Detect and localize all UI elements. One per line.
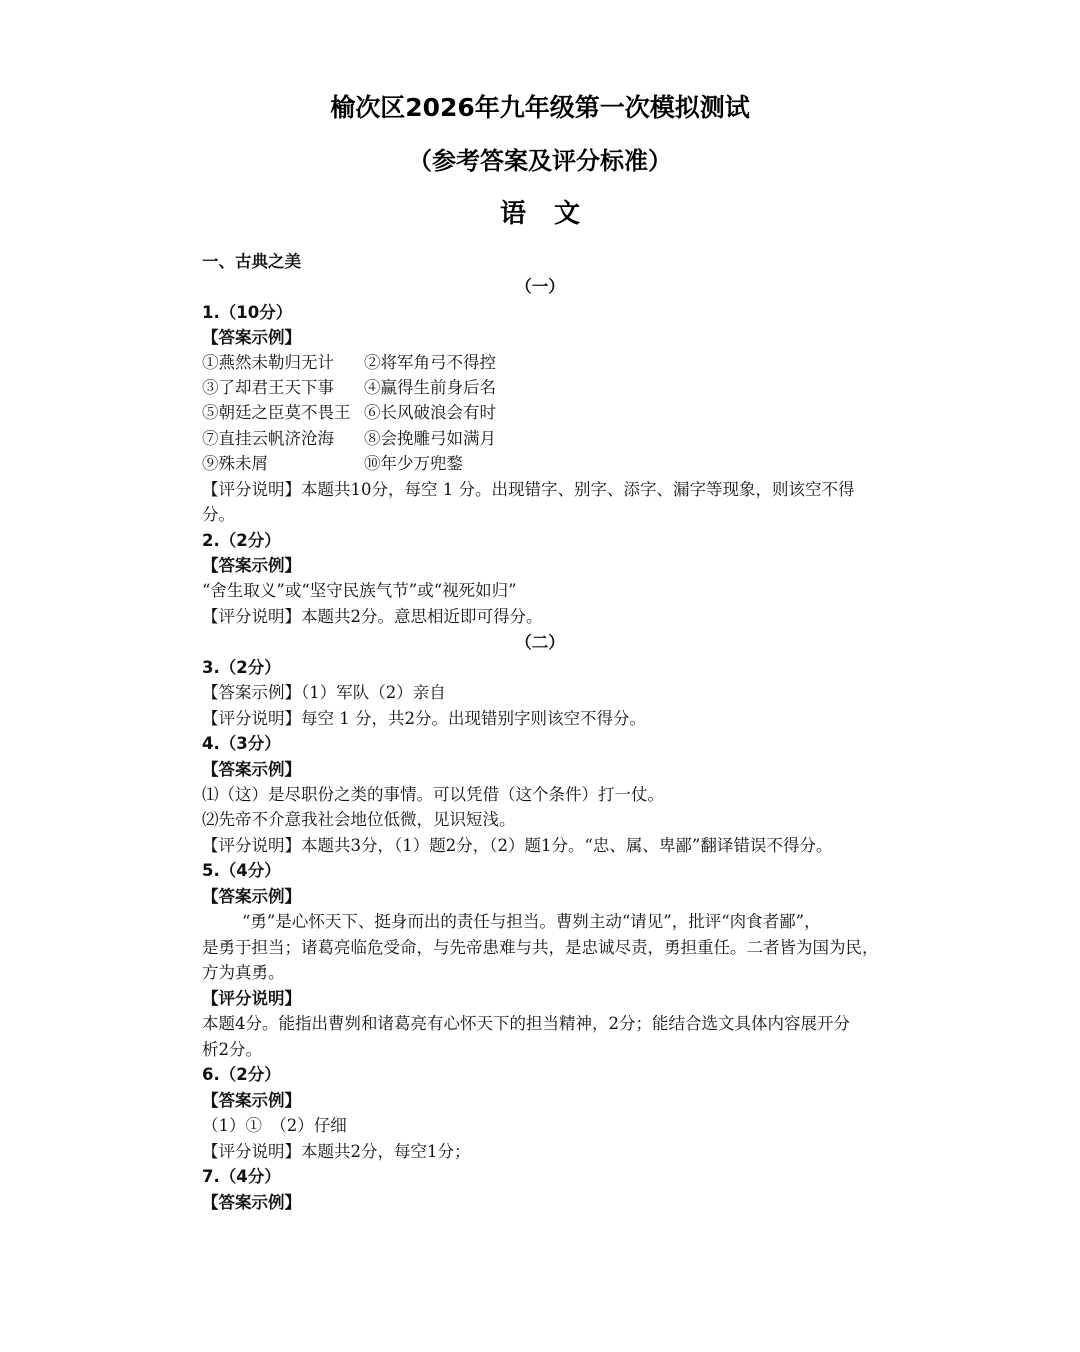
answer-text: 【答案示例】（1）军队（2）亲自: [202, 683, 446, 702]
question-4-label: 4.（3分）: [202, 734, 281, 753]
question-5-label: 5.（4分）: [202, 861, 281, 880]
answer-tag: 【答案示例】: [202, 1193, 301, 1212]
scoring-note-tag: 【评分说明】: [202, 989, 301, 1008]
question-7-label: 7.（4分）: [202, 1167, 281, 1186]
answer-item: ⑤朝廷之臣莫不畏王: [202, 403, 351, 422]
answer-text: “舍生取义”或“坚守民族气节”或“视死如归”: [202, 581, 517, 600]
answer-item: ⑧会挽雕弓如满月: [364, 429, 496, 448]
subject-title: 语文: [499, 199, 608, 229]
scoring-note: 【评分说明】本题共3分，（1）题2分，（2）题1分。“忠、属、卑鄙”翻译错误不得分。: [202, 836, 833, 855]
answer-text: 方为真勇。: [202, 963, 285, 982]
part-heading-2: （二）: [515, 633, 565, 652]
answer-item: ⑥长风破浪会有时: [364, 403, 496, 422]
scoring-note: 本题4分。能指出曹刿和诸葛亮有心怀天下的担当精神，2分；能结合选文具体内容展开分: [202, 1014, 850, 1033]
answer-item: ③了却君王天下事: [202, 378, 334, 397]
section-heading: 一、古典之美: [202, 252, 301, 271]
scoring-note-continued: 析2分。: [202, 1040, 262, 1059]
answer-tag: 【答案示例】: [202, 887, 301, 906]
answer-item: ⑩年少万兜鍪: [364, 454, 463, 473]
part-heading-1: （一）: [515, 277, 565, 296]
scoring-note: 【评分说明】本题共2分，每空1分；: [202, 1142, 471, 1161]
answer-text: ⑵先帝不介意我社会地位低微，见识短浅。: [202, 810, 516, 829]
scoring-note: 【评分说明】本题共10分，每空 1 分。出现错字、别字、添字、漏字等现象，则该空不得: [202, 480, 855, 499]
question-1-label: 1.（10分）: [202, 303, 293, 322]
scoring-note-continued: 分。: [202, 505, 235, 524]
answer-item: ②将军角弓不得控: [364, 353, 496, 372]
answer-item: ⑨殊未屑: [202, 454, 268, 473]
answer-text: 是勇于担当；诸葛亮临危受命，与先帝患难与共，是忠诚尽责，勇担重任。二者皆为国为民，: [202, 938, 879, 957]
answer-item: ④赢得生前身后名: [364, 378, 496, 397]
document-subtitle: （参考答案及评分标准）: [408, 147, 672, 175]
answer-item: ①燕然未勒归无计: [202, 353, 334, 372]
question-6-label: 6.（2分）: [202, 1065, 281, 1084]
scoring-note: 【评分说明】每空 1 分，共2分。出现错别字则该空不得分。: [202, 709, 646, 728]
document-title: 榆次区2026年九年级第一次模拟测试: [330, 93, 750, 122]
answer-text: ⑴（这）是尽职份之类的事情。可以凭借（这个条件）打一仗。: [202, 785, 664, 804]
answer-tag: 【答案示例】: [202, 556, 301, 575]
answer-tag: 【答案示例】: [202, 760, 301, 779]
answer-text: （1）① （2）仔细: [202, 1116, 347, 1135]
question-2-label: 2.（2分）: [202, 531, 281, 550]
answer-tag: 【答案示例】: [202, 328, 301, 347]
answer-text: “勇”是心怀天下、挺身而出的责任与担当。曹刿主动“请见”，批评“肉食者鄙”，: [242, 912, 821, 931]
scoring-note: 【评分说明】本题共2分。意思相近即可得分。: [202, 607, 543, 626]
question-3-label: 3.（2分）: [202, 658, 281, 677]
answer-tag: 【答案示例】: [202, 1091, 301, 1110]
answer-item: ⑦直挂云帆济沧海: [202, 429, 334, 448]
